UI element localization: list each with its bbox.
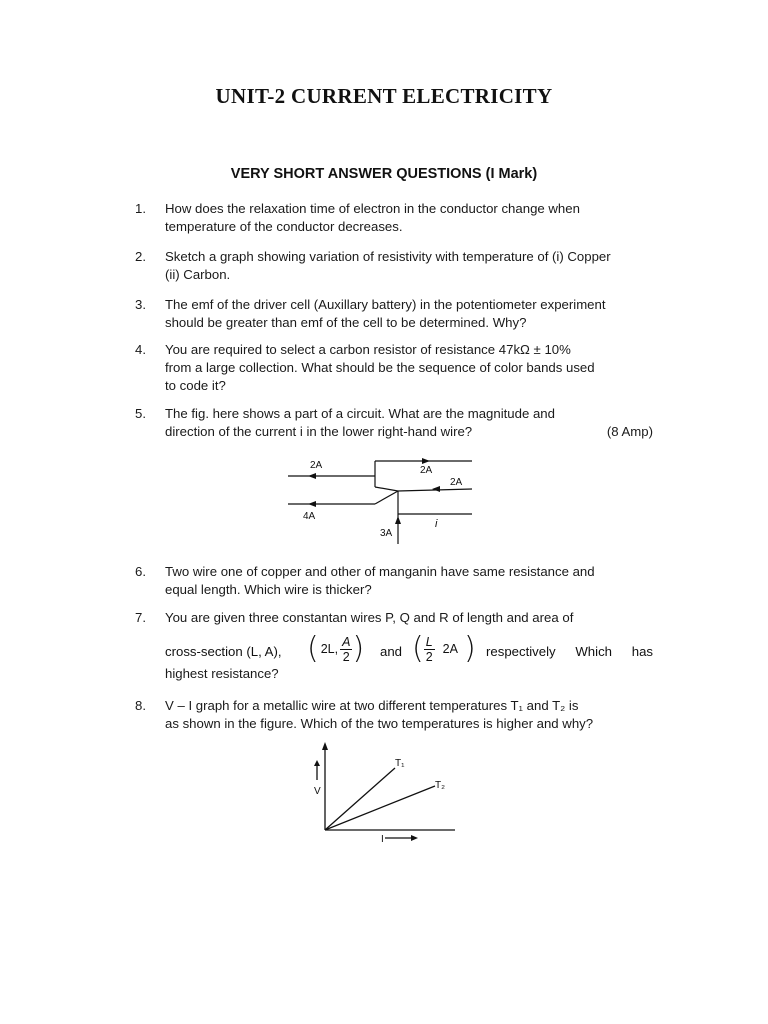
question-number: 8. <box>135 698 146 713</box>
question-text <box>165 665 653 683</box>
paren-right-icon: ) <box>352 631 365 666</box>
question-text <box>165 200 653 236</box>
question-number: 4. <box>135 342 146 357</box>
cross-section-label: cross-section (L, A), <box>165 644 282 659</box>
y-axis-arrow-icon <box>322 742 328 750</box>
question-line: equal length. Which wire is thicker? <box>165 582 372 597</box>
question-text <box>165 296 653 332</box>
series-label-t1: T₁ <box>395 758 405 769</box>
question-text <box>165 248 653 284</box>
respectively-text: respectively Which has <box>486 644 653 659</box>
question-line: The emf of the driver cell (Auxillary battery) in the potentiometer experiment <box>165 297 606 312</box>
i-arrow-icon <box>411 835 418 841</box>
fraction-denominator: 2 <box>425 649 433 664</box>
label-bottom-left-current: 4A <box>303 511 316 522</box>
line-t2 <box>325 786 435 830</box>
question-line: highest resistance? <box>165 666 279 681</box>
arrow-icon <box>395 516 401 524</box>
fraction-numerator: A <box>342 634 351 649</box>
question-number: 6. <box>135 564 146 579</box>
question-number: 7. <box>135 610 146 625</box>
circuit-figure <box>280 452 480 546</box>
question-text <box>165 609 653 627</box>
arrow-icon <box>422 458 430 464</box>
question-line-text: direction of the current i in the lower right-hand wire? <box>165 424 473 439</box>
question-line: How does the relaxation time of electron in the conductor change when <box>165 201 580 216</box>
label-mid-right-current: 2A <box>450 477 463 488</box>
question-line: You are required to select a carbon resistor of resistance 47kΩ ± 10% <box>165 342 571 357</box>
label-bottom-center-current: 3A <box>380 528 393 539</box>
question-number: 5. <box>135 406 146 421</box>
and-word: and <box>380 644 403 659</box>
wire-diagonal-top <box>375 487 398 491</box>
paren-left-icon: ( <box>412 631 424 666</box>
arrow-icon <box>432 486 440 492</box>
question-text <box>165 405 653 441</box>
vi-graph-figure <box>305 738 465 848</box>
fraction-expression-2 <box>412 631 476 666</box>
label-unknown-current: i <box>435 518 438 530</box>
paren-left-icon: ( <box>307 631 319 666</box>
fraction-suffix: 2A <box>442 642 458 656</box>
question-text <box>165 341 653 395</box>
fraction <box>340 635 352 664</box>
fraction-denominator: 2 <box>342 649 350 664</box>
question-line: V – I graph for a metallic wire at two different temperatures T₁ and T₂ is <box>165 698 579 713</box>
v-arrow-icon <box>314 760 320 766</box>
section-heading: VERY SHORT ANSWER QUESTIONS (I Mark) <box>230 166 538 182</box>
question-line: to code it? <box>165 378 226 393</box>
question-text <box>165 563 653 599</box>
question-line: You are given three constantan wires P, Q and R of length and area of <box>165 610 574 625</box>
label-top-right-current: 2A <box>420 465 433 476</box>
arrow-icon <box>308 501 316 507</box>
label-top-left-current: 2A <box>310 460 323 471</box>
question-line: temperature of the conductor decreases. <box>165 219 403 234</box>
page-title: UNIT-2 CURRENT ELECTRICITY <box>215 84 553 108</box>
paren-right-icon: ) <box>463 631 476 666</box>
line-t1 <box>325 768 395 830</box>
question-line: Sketch a graph showing variation of resistivity with temperature of (i) Copper <box>165 249 611 264</box>
answer-hint: (8 Amp) <box>606 424 653 439</box>
question-line: from a large collection. What should be the sequence of color bands used <box>165 360 595 375</box>
question-line <box>165 423 653 441</box>
question-number: 1. <box>135 201 146 216</box>
x-axis-label: I <box>381 834 384 845</box>
y-axis-label: V <box>314 786 321 797</box>
question-line: as shown in the figure. Which of the two temperatures is higher and why? <box>165 716 594 731</box>
question-number: 2. <box>135 249 146 264</box>
series-label-t2: T₂ <box>435 780 445 791</box>
arrow-icon <box>308 473 316 479</box>
wire-diagonal-bottom <box>375 491 398 504</box>
question-line: should be greater than emf of the cell to be determined. Why? <box>165 315 527 330</box>
question-number: 3. <box>135 297 146 312</box>
fraction-expression-1 <box>307 631 365 666</box>
question-line: Two wire one of copper and other of manganin have same resistance and <box>165 564 595 579</box>
fraction <box>424 635 435 664</box>
question-line: (ii) Carbon. <box>165 267 231 282</box>
question-text <box>165 697 653 733</box>
question-line: The fig. here shows a part of a circuit. What are the magnitude and <box>165 406 555 421</box>
fraction-prefix: 2L, <box>320 642 339 656</box>
fraction-numerator: L <box>425 634 433 649</box>
